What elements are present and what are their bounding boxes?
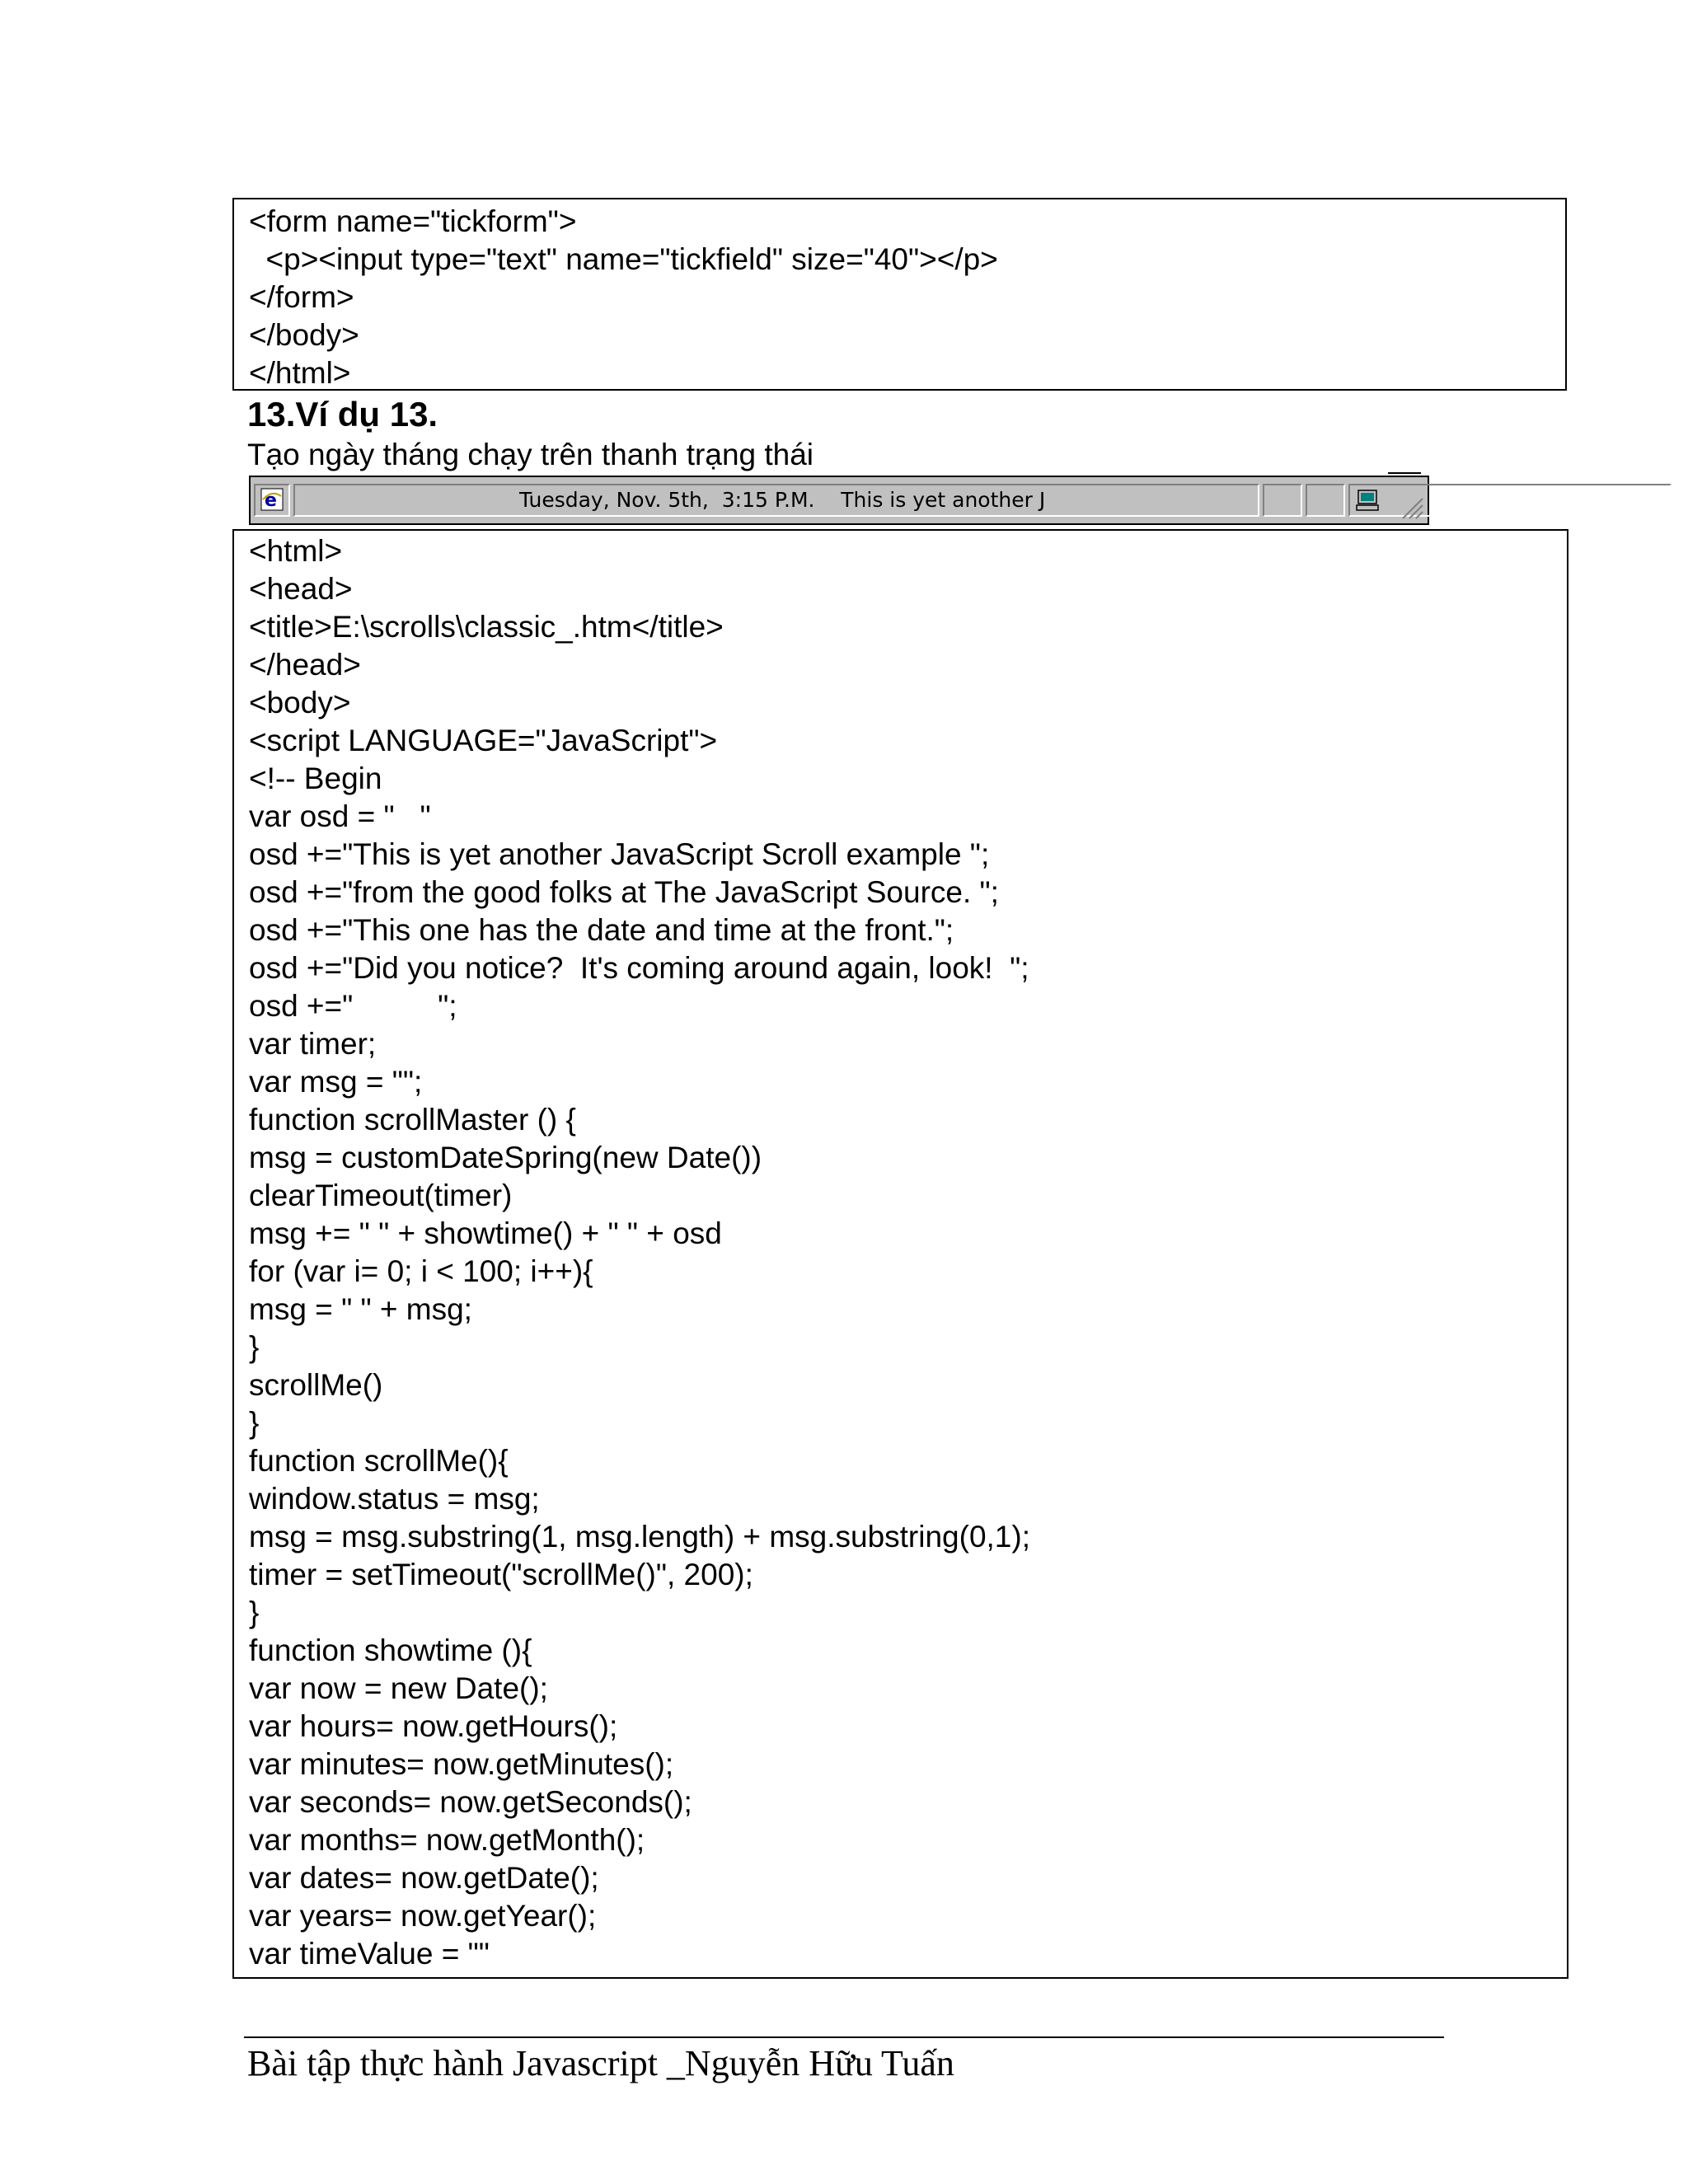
code-line: </body> <box>249 318 359 352</box>
code-line: var now = new Date(); <box>249 1671 548 1705</box>
resize-grip-icon[interactable] <box>1400 495 1424 520</box>
code-line: var months= now.getMonth(); <box>249 1823 645 1857</box>
code-block-form <box>232 198 1567 391</box>
code-line: msg = customDateSpring(new Date()) <box>249 1141 762 1174</box>
section-description: Tạo ngày tháng chạy trên thanh trạng thái <box>247 438 814 471</box>
code-line: var osd = " " <box>249 799 431 833</box>
code-line: </html> <box>249 356 351 390</box>
code-line: msg += " " + showtime() + " " + osd <box>249 1216 722 1250</box>
code-line: var timeValue = "" <box>249 1937 490 1971</box>
svg-text:e: e <box>265 490 277 511</box>
code-line: timer = setTimeout("scrollMe()", 200); <box>249 1558 753 1591</box>
code-line: osd +="This one has the date and time at the front."; <box>249 913 954 947</box>
code-line: </head> <box>249 648 361 682</box>
code-block-example-13 <box>232 529 1568 1979</box>
code-line: <head> <box>249 572 353 606</box>
code-line: var years= now.getYear(); <box>249 1899 597 1933</box>
browser-status-bar <box>249 476 1429 525</box>
status-panel-empty <box>1263 484 1302 517</box>
code-line: <form name="tickform"> <box>249 204 577 238</box>
status-panel-icon <box>254 484 290 517</box>
status-panel-empty <box>1306 484 1345 517</box>
code-line: var msg = ""; <box>249 1065 423 1099</box>
code-line: osd +="Did you notice? It's coming around again, look! "; <box>249 951 1029 985</box>
code-line: var seconds= now.getSeconds(); <box>249 1785 692 1819</box>
code-line: for (var i= 0; i < 100; i++){ <box>249 1254 593 1288</box>
code-line: window.status = msg; <box>249 1482 540 1516</box>
footer-divider <box>244 2036 1444 2038</box>
code-line: scrollMe() <box>249 1368 383 1402</box>
code-line: function showtime (){ <box>249 1633 532 1667</box>
code-line: var timer; <box>249 1027 377 1061</box>
my-computer-icon <box>1355 489 1381 512</box>
code-line: msg = " " + msg; <box>249 1292 472 1326</box>
code-line: osd +="from the good folks at The JavaScript Source. "; <box>249 875 999 909</box>
internet-explorer-icon <box>260 488 284 511</box>
code-line: var hours= now.getHours(); <box>249 1709 618 1743</box>
code-line: osd +=" "; <box>249 989 457 1023</box>
code-line: osd +="This is yet another JavaScript Scroll example "; <box>249 837 990 871</box>
code-line: <body> <box>249 686 351 719</box>
code-line: <!-- Begin <box>249 762 382 795</box>
status-message: Tuesday, Nov. 5th, 3:15 P.M. This is yet another J <box>293 484 1259 517</box>
code-line: <html> <box>249 534 343 568</box>
code-line: <p><input type="text" name="tickfield" size="40"></p> <box>249 242 998 276</box>
code-line: function scrollMe(){ <box>249 1444 509 1478</box>
code-line: <script LANGUAGE="JavaScript"> <box>249 724 718 757</box>
section-heading: 13.Ví dụ 13. <box>247 395 438 434</box>
code-line: msg = msg.substring(1, msg.length) + msg.substring(0,1); <box>249 1520 1030 1554</box>
page-footer: Bài tập thực hành Javascript _Nguyễn Hữu Tuấn <box>247 2043 954 2083</box>
code-line: </form> <box>249 280 354 314</box>
code-line: function scrollMaster () { <box>249 1103 576 1137</box>
status-zone <box>1348 484 1672 517</box>
code-line: var dates= now.getDate(); <box>249 1861 599 1895</box>
code-line: } <box>249 1596 260 1629</box>
status-bar-edge <box>1388 472 1421 474</box>
code-line: } <box>249 1406 260 1440</box>
code-line: } <box>249 1330 260 1364</box>
code-line: <title>E:\scrolls\classic_.htm</title> <box>249 610 724 644</box>
code-line: var minutes= now.getMinutes(); <box>249 1747 674 1781</box>
code-line: clearTimeout(timer) <box>249 1179 513 1212</box>
